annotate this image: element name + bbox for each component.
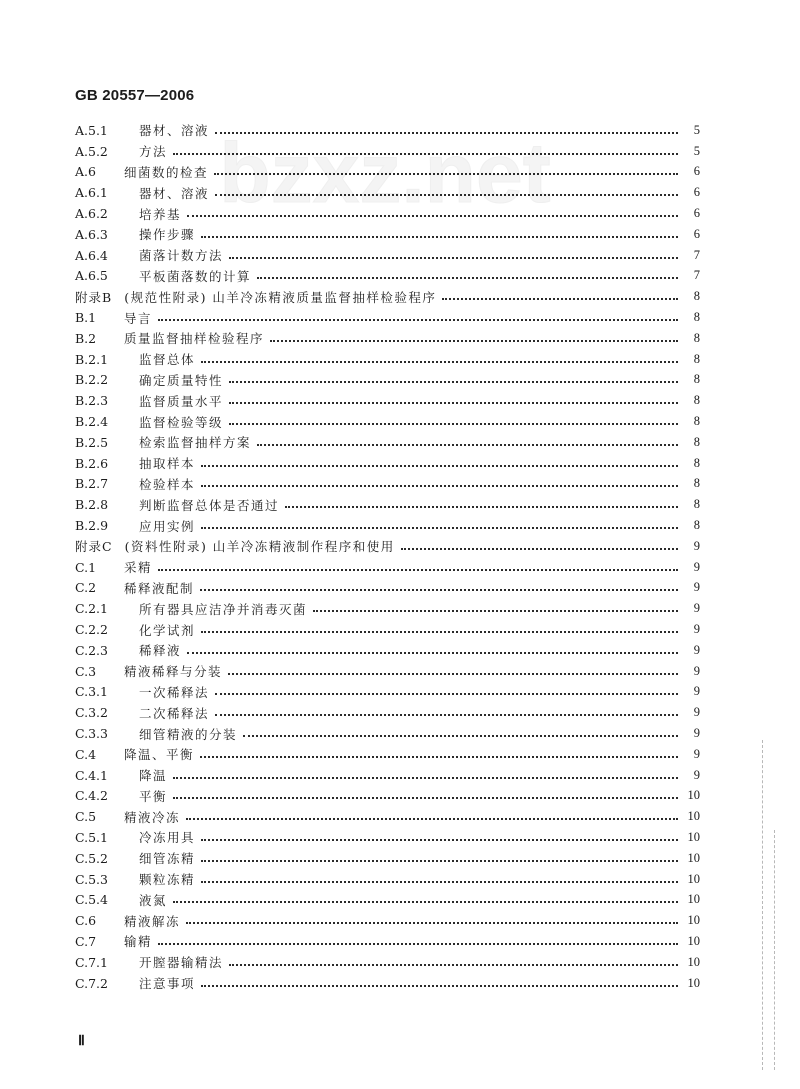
toc-entry[interactable]: [75, 889, 700, 910]
toc-entry[interactable]: [75, 973, 700, 994]
toc-entry-title: 器材、溶液: [139, 123, 210, 139]
toc-entry-title: 颗粒冻精: [139, 872, 196, 888]
toc-entry-number: B.2.5: [75, 434, 109, 450]
toc-entry-title: (资料性附录) 山羊冷冻精液制作程序和使用: [124, 539, 395, 555]
toc-entry-title: 方法: [139, 144, 168, 160]
toc-entry-number: B.2.6: [75, 455, 109, 471]
toc-entry-number: A.6.1: [75, 185, 108, 201]
toc-entry-title: 检验样本: [139, 476, 196, 492]
dot-leader: [201, 630, 678, 633]
dot-leader: [187, 651, 678, 654]
toc-entry-page: 10: [687, 809, 700, 824]
toc-entry-title: 输精: [124, 934, 153, 950]
toc-entry-number: C.3.3: [75, 726, 108, 741]
toc-entry[interactable]: [75, 598, 700, 619]
toc-entry-number: B.2: [75, 330, 97, 346]
toc-entry-title: 监督检验等级: [139, 414, 224, 430]
dot-leader: [200, 755, 678, 758]
toc-entry-number: C.5.4: [75, 892, 108, 908]
toc-entry-page: 5: [693, 122, 700, 137]
toc-entry-number: C.4.1: [75, 767, 108, 783]
toc-entry[interactable]: [75, 515, 700, 536]
toc-entry-number: 附录C: [75, 539, 113, 555]
toc-entry-number: B.2.8: [75, 497, 109, 513]
toc-entry[interactable]: [75, 266, 700, 287]
dot-leader: [158, 568, 678, 571]
toc-entry[interactable]: [75, 349, 700, 370]
toc-entry[interactable]: [75, 682, 700, 703]
toc-entry-number: C.7.1: [75, 954, 108, 970]
toc-entry-number: C.2.3: [75, 642, 108, 658]
toc-entry[interactable]: [75, 390, 700, 411]
toc-entry-title: 器材、溶液: [139, 185, 210, 201]
toc-entry-page: 8: [693, 310, 700, 325]
toc-entry-title: 抽取样本: [139, 456, 196, 472]
toc-entry-page: 9: [693, 559, 700, 574]
toc-entry[interactable]: [75, 640, 700, 661]
toc-entry[interactable]: [75, 120, 700, 141]
toc-entry-page: 9: [693, 642, 700, 657]
toc-entry-title: 应用实例: [139, 518, 196, 534]
toc-entry-title: 操作步骤: [139, 227, 196, 243]
toc-entry-page: 9: [693, 705, 700, 720]
toc-entry[interactable]: [75, 619, 700, 640]
dot-leader: [173, 152, 678, 155]
toc-entry-number: C.5.3: [75, 871, 108, 887]
toc-entry-title: 降温、平衡: [124, 747, 195, 763]
toc-entry-title: 平板菌落数的计算: [139, 268, 252, 284]
toc-entry-page: 6: [693, 164, 700, 179]
dot-leader: [401, 547, 678, 550]
toc-entry-title: 液氮: [139, 892, 168, 908]
toc-entry-title: 精液解冻: [124, 913, 181, 929]
scan-artifact-line: [774, 830, 776, 1070]
toc-entry-title: 菌落计数方法: [139, 248, 224, 264]
toc-entry-page: 9: [693, 767, 700, 782]
dot-leader: [186, 921, 678, 924]
toc-entry-page: 9: [693, 746, 700, 761]
toc-entry-title: 采精: [124, 560, 153, 576]
toc-entry-title: 二次稀释法: [139, 705, 210, 721]
toc-entry-number: 附录B: [75, 289, 113, 305]
dot-leader: [173, 776, 678, 779]
page-number-roman: Ⅱ: [78, 1034, 85, 1049]
toc-entry-number: C.3.1: [75, 684, 108, 700]
toc-entry-number: C.2.1: [75, 601, 108, 617]
toc-entry-page: 8: [693, 497, 700, 512]
toc-entry-page: 6: [693, 226, 700, 241]
toc-entry-number: A.6.5: [75, 268, 108, 284]
toc-entry-title: 细管精液的分装: [139, 726, 238, 742]
toc-entry-page: 8: [693, 518, 700, 533]
dot-leader: [257, 443, 678, 446]
toc-entry-page: 10: [687, 933, 700, 948]
toc-entry-title: 冷冻用具: [139, 830, 196, 846]
toc-entry-title: 注意事项: [139, 976, 196, 992]
toc-entry-title: 培养基: [139, 206, 182, 222]
dot-leader: [201, 859, 678, 862]
dot-leader: [201, 484, 678, 487]
toc-entry-title: 稀释液配制: [124, 580, 195, 596]
toc-entry[interactable]: [75, 141, 700, 162]
toc-entry[interactable]: [75, 910, 700, 931]
toc-entry-title: 平衡: [139, 788, 168, 804]
toc-entry-page: 8: [693, 476, 700, 491]
dot-leader: [215, 131, 678, 134]
toc-entry[interactable]: [75, 702, 700, 723]
toc-entry[interactable]: [75, 578, 700, 599]
toc-entry[interactable]: [75, 328, 700, 349]
toc-entry-number: C.4.2: [75, 788, 108, 804]
toc-entry-page: 10: [687, 788, 700, 803]
toc-entry[interactable]: [75, 931, 700, 952]
dot-leader: [201, 464, 678, 467]
toc-entry-number: C.3: [75, 663, 97, 679]
toc-entry-page: 8: [693, 330, 700, 345]
dot-leader: [229, 401, 678, 404]
toc-entry[interactable]: [75, 848, 700, 869]
toc-entry[interactable]: [75, 162, 700, 183]
toc-entry[interactable]: [75, 786, 700, 807]
toc-entry-page: 10: [687, 954, 700, 969]
dot-leader: [257, 276, 678, 279]
toc-entry-page: 5: [693, 143, 700, 158]
toc-entry-page: 10: [687, 892, 700, 907]
toc-entry-page: 8: [693, 289, 700, 304]
toc-entry-number: C.3.2: [75, 705, 108, 721]
toc-entry-page: 8: [693, 414, 700, 429]
toc-entry-page: 8: [693, 434, 700, 449]
dot-leader: [229, 963, 678, 966]
toc-entry-number: C.7: [75, 933, 97, 949]
dot-leader: [229, 380, 678, 383]
toc-entry-page: 8: [693, 372, 700, 387]
toc-entry-number: A.6.2: [75, 206, 108, 222]
toc-entry[interactable]: [75, 182, 700, 203]
toc-entry-title: 质量监督抽样检验程序: [124, 331, 265, 347]
toc-entry-title: 降温: [139, 768, 168, 784]
toc-entry[interactable]: [75, 224, 700, 245]
toc-entry[interactable]: [75, 474, 700, 495]
toc-entry[interactable]: [75, 411, 700, 432]
svg-text:bzxz.net: bzxz.net: [219, 126, 551, 220]
dot-leader: [228, 672, 678, 675]
toc-entry-number: A.5.1: [75, 122, 108, 138]
scan-artifact-line: [762, 740, 764, 1070]
toc-entry[interactable]: [75, 370, 700, 391]
toc-entry-number: B.2.1: [75, 351, 109, 367]
table-of-contents: [75, 120, 700, 993]
toc-entry-page: 10: [687, 829, 700, 844]
toc-entry-page: 6: [693, 206, 700, 221]
toc-entry-title: 监督质量水平: [139, 393, 224, 409]
toc-entry-page: 8: [693, 455, 700, 470]
toc-entry[interactable]: [75, 307, 700, 328]
dot-leader: [201, 880, 678, 883]
toc-entry[interactable]: [75, 245, 700, 266]
toc-entry-title: 化学试剂: [139, 622, 196, 638]
toc-entry-page: 7: [693, 247, 700, 262]
toc-entry-number: B.2.3: [75, 393, 109, 409]
dot-leader: [313, 609, 678, 612]
toc-entry-title: 导言: [124, 310, 153, 326]
toc-entry[interactable]: [75, 494, 700, 515]
dot-leader: [200, 588, 678, 591]
toc-entry-page: 9: [693, 663, 700, 678]
toc-entry-page: 9: [693, 538, 700, 553]
toc-entry-page: 10: [687, 850, 700, 865]
toc-entry-page: 9: [693, 601, 700, 616]
dot-leader: [215, 193, 678, 196]
toc-entry-page: 10: [687, 975, 700, 990]
toc-entry-number: C.1: [75, 559, 97, 575]
toc-entry-number: C.7.2: [75, 975, 108, 991]
toc-entry-title: 细管冻精: [139, 851, 196, 867]
dot-leader: [201, 235, 678, 238]
toc-entry-number: B.1: [75, 310, 97, 326]
toc-entry[interactable]: [75, 869, 700, 890]
dot-leader: [215, 713, 678, 716]
toc-entry-number: C.2: [75, 580, 97, 596]
dot-leader: [187, 214, 678, 217]
toc-entry-number: C.5: [75, 809, 97, 825]
toc-entry-page: 6: [693, 185, 700, 200]
toc-entry[interactable]: [75, 661, 700, 682]
toc-entry-title: 监督总体: [139, 352, 196, 368]
toc-entry-title: 所有器具应洁净并消毒灭菌: [139, 601, 308, 617]
toc-entry-title: 开膣器输精法: [139, 955, 224, 971]
toc-entry-number: A.5.2: [75, 143, 108, 159]
toc-entry[interactable]: [75, 723, 700, 744]
dot-leader: [186, 817, 678, 820]
dot-leader: [201, 360, 678, 363]
toc-entry-page: 9: [693, 684, 700, 699]
toc-entry[interactable]: [75, 557, 700, 578]
toc-entry-page: 8: [693, 393, 700, 408]
toc-entry-number: A.6.3: [75, 226, 108, 242]
toc-entry-page: 9: [693, 622, 700, 637]
dot-leader: [201, 838, 678, 841]
dot-leader: [173, 900, 678, 903]
toc-entry-number: C.4: [75, 746, 97, 762]
toc-entry-page: 8: [693, 351, 700, 366]
toc-entry-title: 精液冷冻: [124, 809, 181, 825]
toc-entry-title: 一次稀释法: [139, 684, 210, 700]
toc-entry[interactable]: [75, 536, 700, 557]
toc-entry-title: 精液稀释与分装: [124, 664, 223, 680]
toc-entry-page: 10: [687, 913, 700, 928]
toc-entry-number: C.5.2: [75, 850, 108, 866]
standard-number: GB 20557—2006: [75, 87, 195, 104]
toc-entry-title: (规范性附录) 山羊冷冻精液质量监督抽样检验程序: [124, 289, 437, 305]
dot-leader: [158, 942, 678, 945]
dot-leader: [442, 297, 678, 300]
toc-entry[interactable]: [75, 744, 700, 765]
toc-entry-page: 9: [693, 726, 700, 740]
toc-entry-number: C.6: [75, 913, 97, 929]
dot-leader: [229, 422, 678, 425]
toc-entry[interactable]: [75, 952, 700, 973]
dot-leader: [229, 256, 678, 259]
dot-leader: [158, 318, 678, 321]
toc-entry[interactable]: [75, 765, 700, 786]
toc-entry[interactable]: [75, 827, 700, 848]
toc-entry[interactable]: [75, 432, 700, 453]
toc-entry-number: A.6.4: [75, 247, 108, 263]
toc-entry-number: C.5.1: [75, 829, 108, 845]
toc-entry-number: B.2.4: [75, 414, 109, 430]
dot-leader: [214, 172, 678, 175]
toc-entry-page: 9: [693, 580, 700, 595]
toc-entry[interactable]: [75, 286, 700, 307]
toc-entry-number: C.2.2: [75, 622, 108, 638]
toc-entry-number: B.2.2: [75, 372, 109, 388]
dot-leader: [201, 526, 678, 529]
toc-entry-title: 确定质量特性: [139, 372, 224, 388]
dot-leader: [270, 339, 678, 342]
dot-leader: [243, 734, 678, 737]
dot-leader: [173, 796, 678, 799]
toc-entry-page: 10: [687, 871, 700, 886]
dot-leader: [201, 984, 678, 987]
toc-entry[interactable]: [75, 203, 700, 224]
toc-entry-number: B.2.7: [75, 476, 109, 492]
dot-leader: [215, 692, 678, 695]
toc-entry-title: 判断监督总体是否通过: [139, 497, 280, 513]
toc-entry-title: 稀释液: [139, 643, 182, 659]
dot-leader: [285, 505, 678, 508]
toc-entry-number: A.6: [75, 164, 96, 180]
toc-entry[interactable]: [75, 806, 700, 827]
toc-entry-title: 检索监督抽样方案: [139, 435, 252, 451]
toc-entry-title: 细菌数的检查: [124, 164, 209, 180]
toc-entry[interactable]: [75, 453, 700, 474]
toc-entry-page: 7: [693, 268, 700, 283]
toc-entry-number: B.2.9: [75, 518, 109, 534]
